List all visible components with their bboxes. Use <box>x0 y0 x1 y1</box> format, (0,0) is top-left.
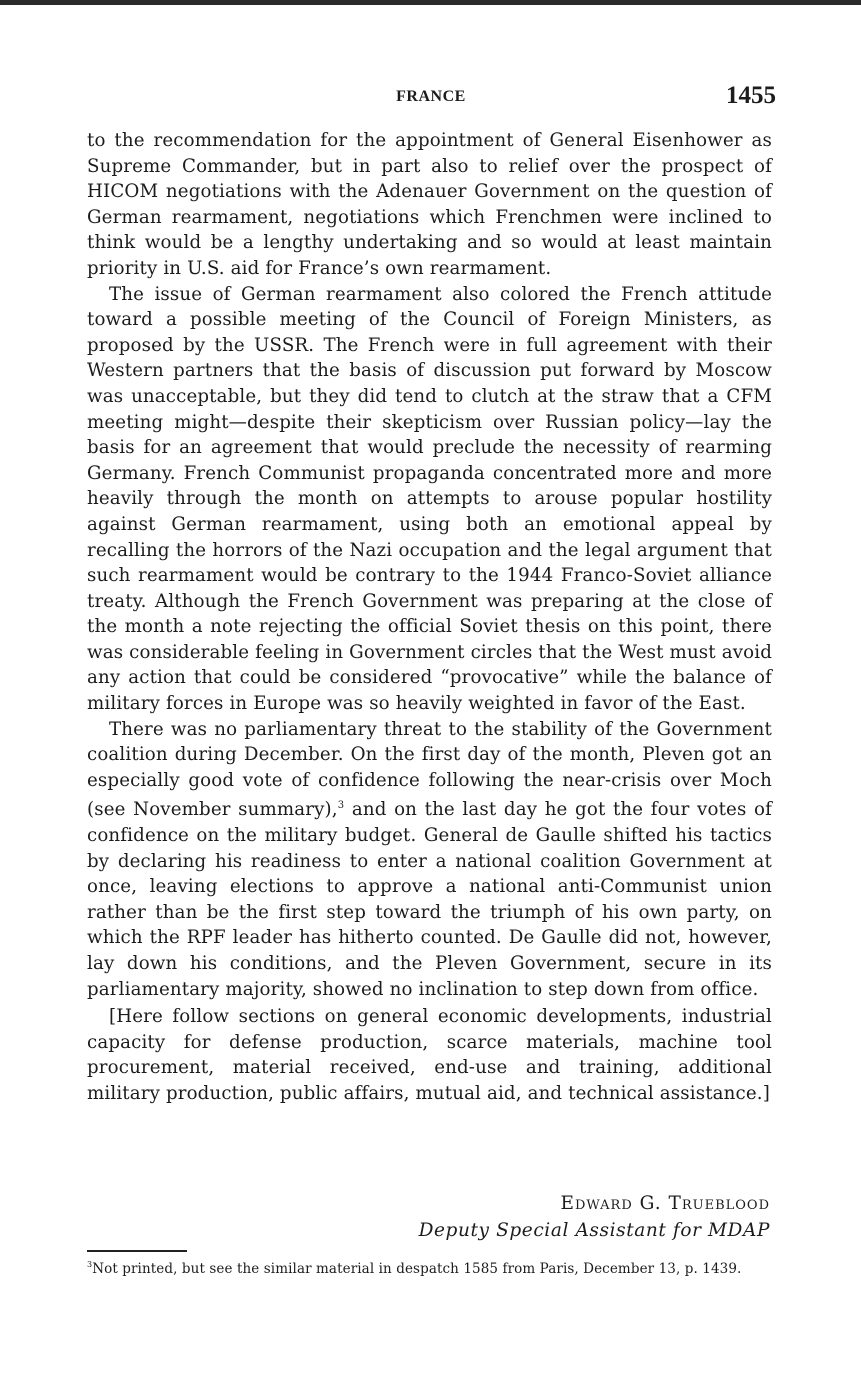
paragraph-continued: to the recommendation for the appointment of General Eisenhower as Supreme Commander, but in part also to relief over the prospect of HICOM negotiations with the Adenauer Government on the question of German rearmament, negotiations which Frenchmen were inclined to think would be a lengthy undertaking and so would at least maintain priority in U.S. aid for France’s own rearmament. <box>87 130 772 279</box>
top-border-rule <box>0 0 861 5</box>
body-text <box>87 128 772 1107</box>
signature-block <box>87 1190 770 1244</box>
paragraph-parliament-part2: and on the last day he got the four votes of confidence on the military budget. General de Gaulle shifted his tactics by declaring his readiness to enter a national coalition Government at once, leaving elections to approve a national anti-Communist union rather than be the first step toward the triumph of his own party, on which the RPF leader has hitherto counted. De Gaulle did not, however, lay down his conditions, and the Pleven Government, secure in its parliamentary majority, showed no inclination to step down from office. <box>87 799 772 1000</box>
editorial-note: [Here follow sections on general economic developments, industrial capacity for defense production, scarce materials, machine tool procurement, material received, end-use and training, additional military production, public affairs, mutual aid, and technical assistance.] <box>87 1006 772 1104</box>
paragraph-parliament-part1: There was no parliamentary threat to the stability of the Government coalition during December. On the first day of the month, Pleven got an especially good vote of confidence following the near-crisis over Moch (see November summary), <box>87 718 772 821</box>
paragraph-cfm: The issue of German rearmament also colored the French attitude toward a possible meeting of the Council of Foreign Ministers, as proposed by the USSR. The French were in full agreement with their Western partners that the basis of discussion put forward by Moscow was unacceptable, but they did tend to clutch at the straw that a CFM meeting might—despite their skepticism over Russian policy—lay the basis for an agreement that would preclude the necessity of rearming Germany. French Communist propaganda concentrated more and more heavily through the month on attempts to arouse popular hostility against German rearmament, using both an emotional appeal by recalling the horrors of the Nazi occupation and the legal argument that such rearmament would be contrary to the 1944 Franco-Soviet alliance treaty. Although the French Government was preparing at the close of the month a note rejecting the official Soviet thesis on this point, there was considerable feeling in Government circles that the West must avoid any action that could be considered “provocative” while the balance of military forces in Europe was so heavily weighted in favor of the East. <box>87 283 772 715</box>
signatory-name: Edward G. Trueblood <box>560 1193 770 1214</box>
running-title: FRANCE <box>396 88 466 105</box>
footnote <box>87 1256 770 1278</box>
footnote-text: Not printed, but see the similar material in despatch 1585 from Paris, December 13, p. 1439. <box>92 1261 742 1277</box>
page-number: 1455 <box>726 82 776 109</box>
page-header <box>86 82 776 118</box>
signatory-title: Deputy Special Assistant for MDAP <box>418 1220 770 1241</box>
footnote-reference: 3 <box>337 800 345 812</box>
footnote-marker: 3 <box>87 1260 93 1269</box>
paragraph-parliament <box>87 717 772 1003</box>
footnote-divider <box>87 1250 187 1252</box>
